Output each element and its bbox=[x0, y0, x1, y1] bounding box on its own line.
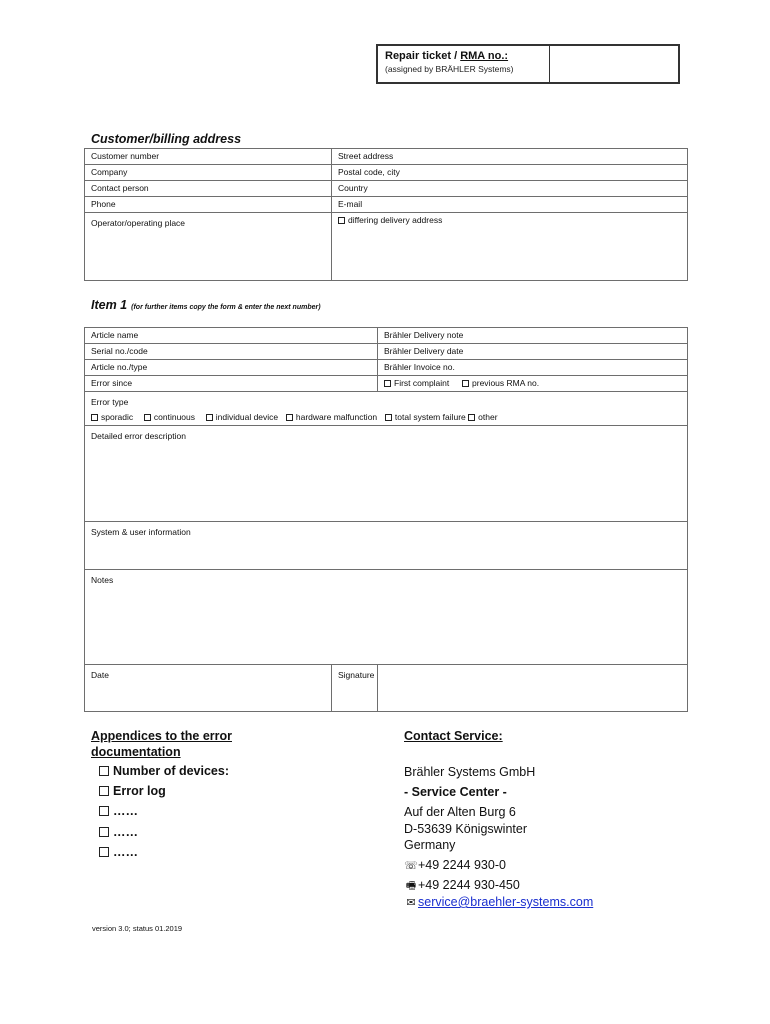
first-complaint-checkbox[interactable] bbox=[384, 380, 391, 387]
appendix-item bbox=[99, 764, 229, 778]
error-type-options bbox=[91, 410, 681, 425]
appendix-checkbox[interactable] bbox=[99, 847, 109, 857]
first-complaint-label: First complaint bbox=[394, 378, 450, 388]
contact-person-label: Contact person bbox=[91, 183, 149, 193]
fax-icon: 🖷 bbox=[405, 880, 417, 892]
contact-heading: Contact Service: bbox=[404, 729, 503, 743]
delivery-date-label: Brähler Delivery date bbox=[384, 346, 464, 356]
contact-phone: +49 2244 930-0 bbox=[418, 858, 506, 872]
country-label: Country bbox=[338, 183, 368, 193]
appendices-heading-line1: Appendices to the error bbox=[91, 729, 232, 743]
signature-inner bbox=[331, 665, 681, 711]
contact-person-field[interactable] bbox=[85, 181, 332, 197]
notes-label: Notes bbox=[91, 575, 114, 585]
postal-code-city-label: Postal code, city bbox=[338, 167, 400, 177]
detailed-error-field[interactable] bbox=[85, 426, 688, 522]
appendix-checkbox[interactable] bbox=[99, 806, 109, 816]
article-name-field[interactable] bbox=[85, 328, 378, 344]
appendix-checkbox[interactable] bbox=[99, 827, 109, 837]
customer-number-label: Customer number bbox=[91, 151, 160, 161]
system-info-field[interactable] bbox=[85, 522, 688, 570]
previous-rma-checkbox[interactable] bbox=[462, 380, 469, 387]
hardware-malfunction-checkbox[interactable] bbox=[286, 414, 293, 421]
detailed-error-label: Detailed error description bbox=[91, 431, 186, 441]
continuous-label: continuous bbox=[153, 412, 196, 422]
hardware-malfunction-label: hardware malfunction bbox=[295, 412, 378, 422]
appendices-heading bbox=[91, 728, 232, 760]
appendix-label: …… bbox=[113, 845, 138, 859]
notes-field[interactable] bbox=[85, 570, 688, 665]
invoice-no-field[interactable] bbox=[378, 360, 688, 376]
item-table bbox=[84, 327, 688, 712]
operator-label: Operator/operating place bbox=[91, 218, 186, 228]
error-since-label: Error since bbox=[91, 378, 133, 388]
serial-no-field[interactable] bbox=[85, 344, 378, 360]
rma-title-underlined: RMA no.: bbox=[460, 50, 509, 62]
contact-phone-line bbox=[404, 857, 506, 874]
continuous-checkbox[interactable] bbox=[144, 414, 151, 421]
item-title-text: Item 1 bbox=[91, 298, 128, 312]
error-type-cell bbox=[85, 392, 688, 426]
contact-department: - Service Center - bbox=[404, 785, 507, 799]
system-info-label: System & user information bbox=[91, 527, 191, 537]
appendices-heading-line2: documentation bbox=[91, 745, 181, 759]
appendix-item bbox=[99, 845, 138, 859]
country-field[interactable] bbox=[332, 181, 688, 197]
appendix-label: Number of devices: bbox=[113, 764, 230, 778]
email-label: E-mail bbox=[338, 199, 363, 209]
phone-field[interactable] bbox=[85, 197, 332, 213]
item-section-note: (for further items copy the form & enter the next number) bbox=[131, 304, 321, 311]
customer-number-field[interactable] bbox=[85, 149, 332, 165]
contact-country: Germany bbox=[404, 838, 456, 852]
other-label: other bbox=[478, 412, 498, 422]
rma-subtitle: (assigned by BRÄHLER Systems) bbox=[385, 64, 514, 74]
operator-field[interactable] bbox=[85, 213, 332, 281]
phone-icon: ☏ bbox=[404, 860, 418, 872]
article-no-label: Article no./type bbox=[91, 362, 148, 372]
individual-device-label: individual device bbox=[215, 412, 279, 422]
signature-label: Signature bbox=[338, 670, 375, 680]
article-no-field[interactable] bbox=[85, 360, 378, 376]
serial-no-label: Serial no./code bbox=[91, 346, 148, 356]
rma-title bbox=[385, 50, 549, 62]
company-label: Company bbox=[91, 167, 128, 177]
sporadic-label: sporadic bbox=[101, 412, 134, 422]
individual-device-checkbox[interactable] bbox=[206, 414, 213, 421]
postal-code-city-field[interactable] bbox=[332, 165, 688, 181]
customer-table bbox=[84, 148, 688, 281]
rma-label-cell bbox=[378, 46, 550, 82]
signature-field[interactable] bbox=[338, 665, 688, 712]
email-field[interactable] bbox=[332, 197, 688, 213]
contact-email-link[interactable]: service@braehler-systems.com bbox=[418, 895, 594, 909]
contact-company: Brähler Systems GmbH bbox=[404, 765, 536, 779]
delivery-note-label: Brähler Delivery note bbox=[384, 330, 464, 340]
appendix-checkbox[interactable] bbox=[99, 766, 109, 776]
delivery-address-label: differing delivery address bbox=[348, 215, 443, 225]
street-address-field[interactable] bbox=[332, 149, 688, 165]
sporadic-checkbox[interactable] bbox=[91, 414, 98, 421]
rma-title-prefix: Repair ticket / bbox=[385, 50, 461, 62]
previous-rma-label: previous RMA no. bbox=[472, 378, 540, 388]
delivery-address-field[interactable] bbox=[332, 213, 688, 281]
article-name-label: Article name bbox=[91, 330, 139, 340]
rma-box bbox=[376, 44, 680, 84]
other-checkbox[interactable] bbox=[468, 414, 475, 421]
contact-city: D-53639 Königswinter bbox=[404, 822, 527, 836]
error-type-label: Error type bbox=[91, 397, 129, 407]
appendix-item bbox=[99, 784, 166, 798]
contact-fax-line bbox=[404, 877, 520, 894]
appendix-label: …… bbox=[113, 825, 138, 839]
rma-number-field[interactable] bbox=[551, 46, 678, 82]
total-system-failure-label: total system failure bbox=[394, 412, 466, 422]
delivery-note-field[interactable] bbox=[378, 328, 688, 344]
contact-email-line bbox=[404, 894, 593, 911]
total-system-failure-checkbox[interactable] bbox=[385, 414, 392, 421]
item-section-title bbox=[91, 298, 321, 312]
version-footer: version 3.0; status 01.2019 bbox=[92, 924, 183, 933]
street-address-label: Street address bbox=[338, 151, 394, 161]
appendix-item bbox=[99, 825, 138, 839]
customer-section-title: Customer/billing address bbox=[91, 132, 242, 146]
date-label: Date bbox=[91, 670, 109, 680]
appendix-checkbox[interactable] bbox=[99, 786, 109, 796]
contact-fax: +49 2244 930-450 bbox=[418, 878, 520, 892]
delivery-address-checkbox[interactable] bbox=[338, 217, 345, 224]
appendix-label: …… bbox=[113, 804, 138, 818]
invoice-no-label: Brähler Invoice no. bbox=[384, 362, 455, 372]
phone-label: Phone bbox=[91, 199, 116, 209]
appendix-item bbox=[99, 804, 138, 818]
appendix-label: Error log bbox=[113, 784, 166, 798]
error-since-field[interactable] bbox=[85, 376, 378, 392]
mail-icon: ✉ bbox=[406, 897, 416, 909]
complaint-cell bbox=[378, 376, 688, 392]
delivery-date-field[interactable] bbox=[378, 344, 688, 360]
contact-street: Auf der Alten Burg 6 bbox=[404, 805, 516, 819]
company-field[interactable] bbox=[85, 165, 332, 181]
